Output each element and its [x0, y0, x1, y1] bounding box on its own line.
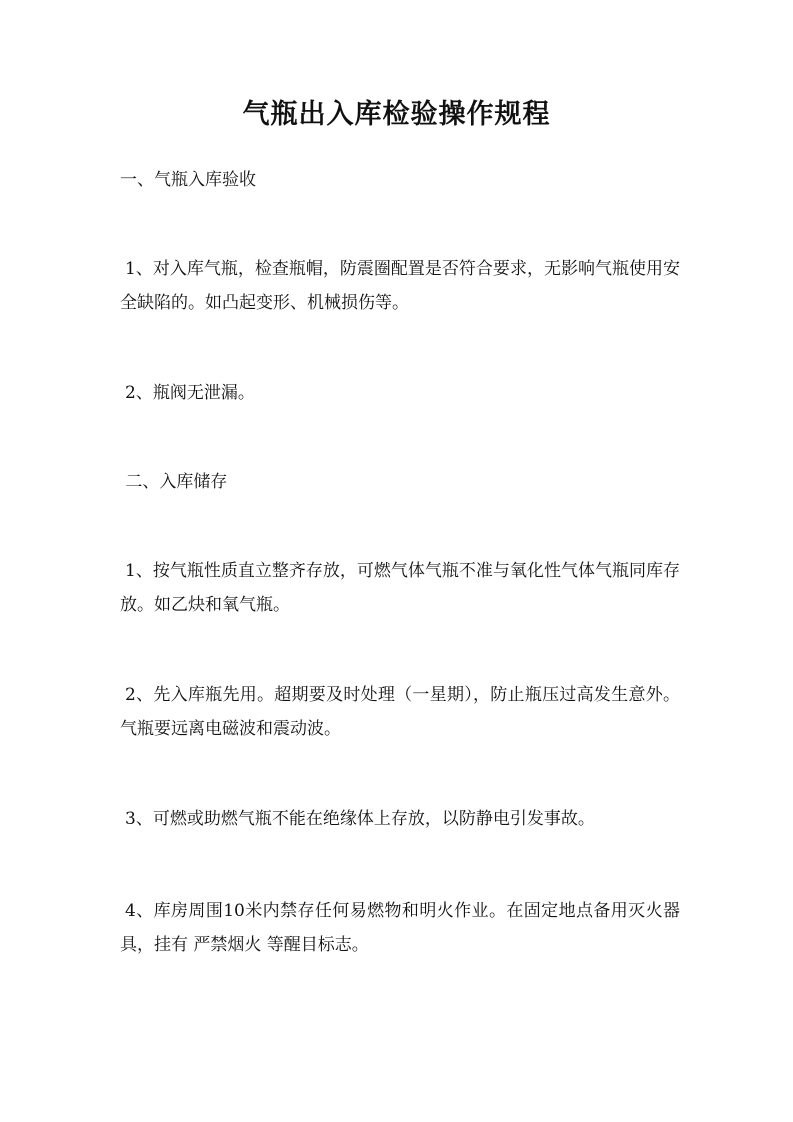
section-2-item-4: 4、库房周围10米内禁存任何易燃物和明火作业。在固定地点备用灭火器具，挂有 严禁烟火 等醒目标志。 — [120, 901, 680, 955]
document-title: 气瓶出入库检验操作规程 — [242, 99, 551, 130]
section-heading-1: 一、气瓶入库验收 — [120, 170, 256, 190]
section-2-item-3: 3、可燃或助燃气瓶不能在绝缘体上存放，以防静电引发事故。 — [125, 809, 595, 829]
section-2-item-1: 1、按气瓶性质直立整齐存放，可燃气体气瓶不准与氧化性气体气瓶同库存放。如乙炔和氧气瓶。 — [120, 561, 680, 615]
section-2-item-2: 2、先入库瓶先用。超期要及时处理（一星期），防止瓶压过高发生意外。气瓶要远离电磁波和震动波。 — [120, 685, 680, 739]
section-1-item-2: 2、瓶阀无泄漏。 — [125, 383, 255, 403]
section-heading-2: 二、入库储存 — [120, 472, 228, 492]
section-1-item-1: 1、对入库气瓶，检查瓶帽，防震圈配置是否符合要求，无影响气瓶使用安全缺陷的。如凸起变形、机械损伤等。 — [120, 259, 680, 313]
